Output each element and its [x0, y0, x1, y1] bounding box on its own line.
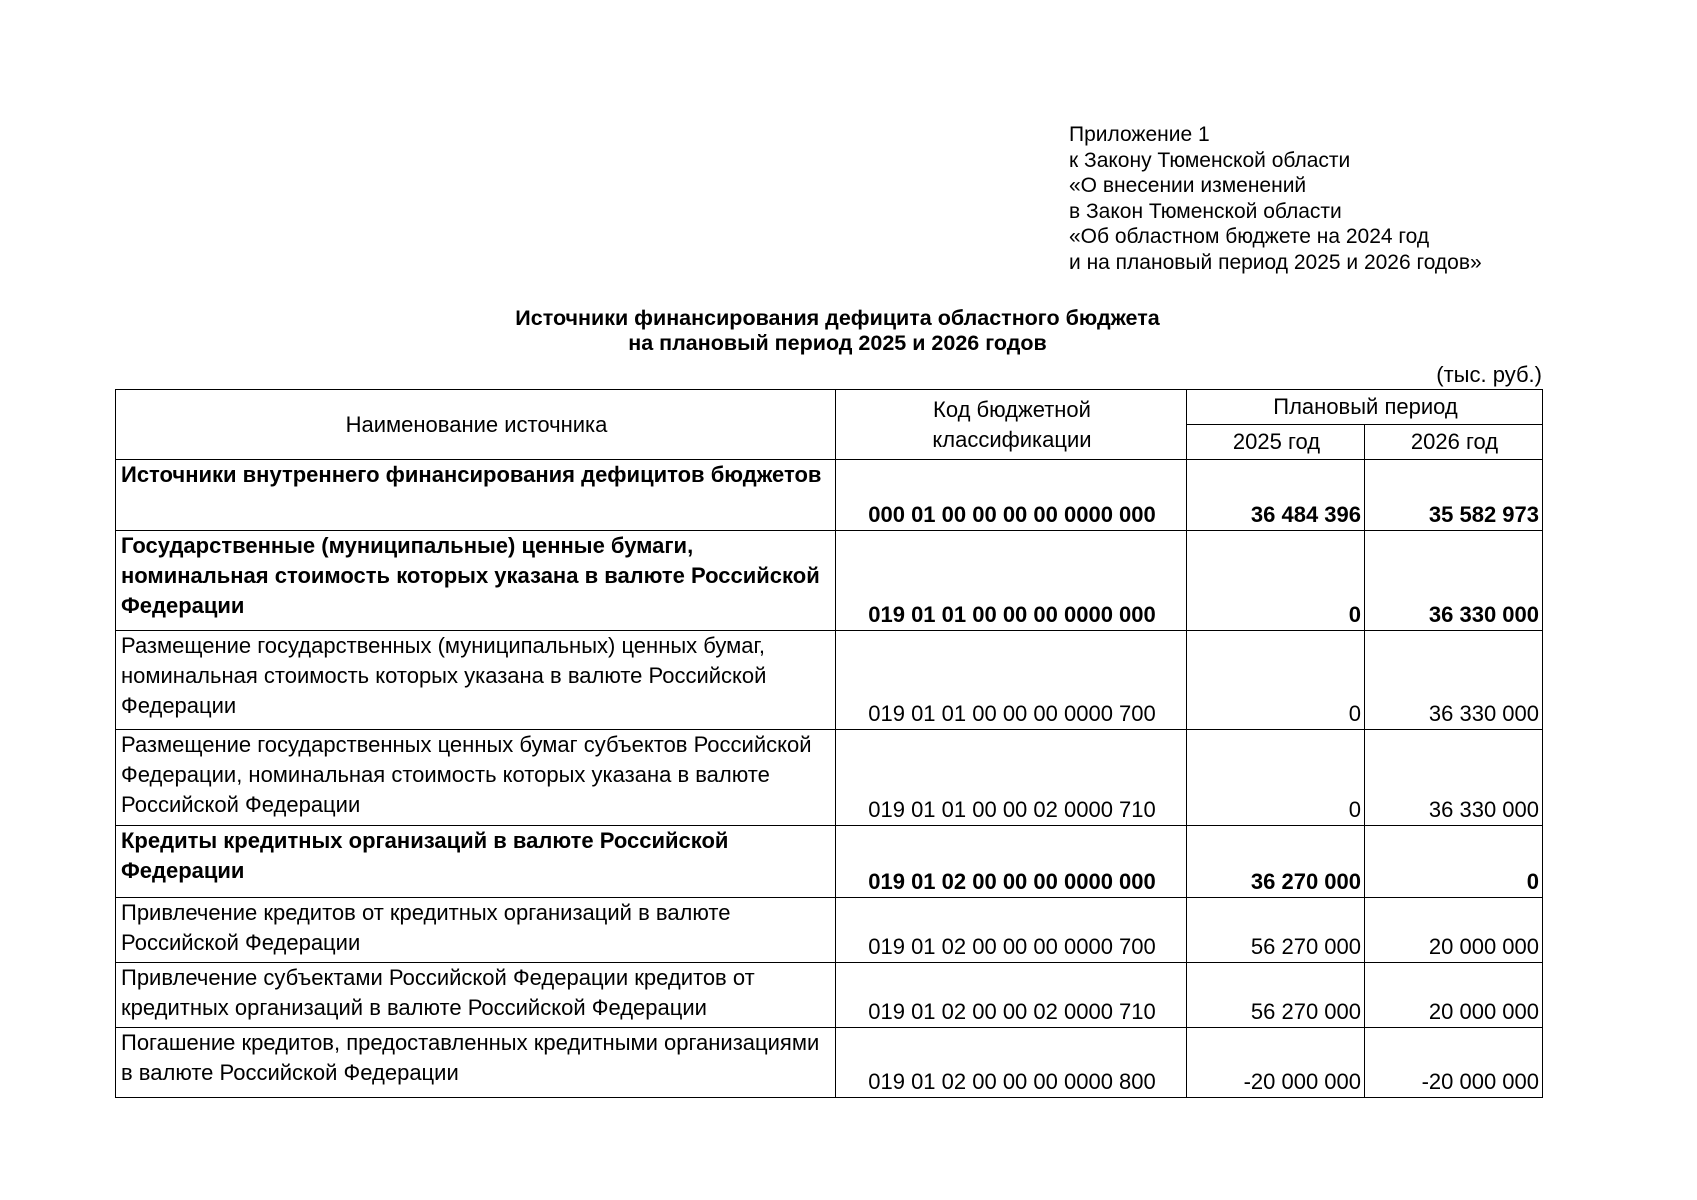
row-code: 019 01 02 00 00 00 0000 800	[836, 1028, 1187, 1098]
title-line-2: на плановый период 2025 и 2026 годов	[628, 331, 1047, 355]
row-name: Привлечение субъектами Российской Федерации кредитов от кредитных организаций в валюте Российской Федерации	[116, 963, 836, 1028]
row-code: 019 01 01 00 00 00 0000 000	[836, 531, 1187, 631]
title-line-1: Источники финансирования дефицита областного бюджета	[515, 306, 1160, 330]
row-value-2026: 0	[1365, 826, 1543, 898]
row-name: Погашение кредитов, предоставленных кредитными организациями в валюте Российской Федерации	[116, 1028, 836, 1098]
row-name: Государственные (муниципальные) ценные бумаги, номинальная стоимость которых указана в валюте Российской Федерации	[116, 531, 836, 631]
row-code: 019 01 02 00 00 00 0000 000	[836, 826, 1187, 898]
table-row	[116, 963, 1543, 1028]
row-value-2025: -20 000 000	[1187, 1028, 1365, 1098]
table-row	[116, 1028, 1543, 1098]
header-code-line-1: Код бюджетной	[933, 396, 1091, 422]
table-row	[116, 730, 1543, 826]
row-value-2026: 35 582 973	[1365, 460, 1543, 531]
header-year-2026: 2026 год	[1365, 425, 1543, 460]
table-row	[116, 826, 1543, 898]
row-value-2025: 56 270 000	[1187, 898, 1365, 963]
sources-table	[115, 389, 1543, 1098]
row-value-2025: 0	[1187, 531, 1365, 631]
row-code: 019 01 02 00 00 00 0000 700	[836, 898, 1187, 963]
row-value-2025: 56 270 000	[1187, 963, 1365, 1028]
units-label: (тыс. руб.)	[1436, 362, 1542, 387]
row-code: 000 01 00 00 00 00 0000 000	[836, 460, 1187, 531]
row-name: Источники внутреннего финансирования дефицитов бюджетов	[116, 460, 836, 531]
row-value-2026: 20 000 000	[1365, 898, 1543, 963]
row-value-2025: 0	[1187, 730, 1365, 826]
row-value-2026: 36 330 000	[1365, 531, 1543, 631]
row-code: 019 01 02 00 00 02 0000 710	[836, 963, 1187, 1028]
row-value-2026: -20 000 000	[1365, 1028, 1543, 1098]
annex-line: к Закону Тюменской области	[1069, 148, 1351, 172]
header-period: Плановый период	[1187, 390, 1543, 425]
row-value-2025: 0	[1187, 631, 1365, 730]
row-value-2026: 36 330 000	[1365, 631, 1543, 730]
header-code-line-2: классификации	[932, 426, 1092, 452]
row-name: Размещение государственных ценных бумаг субъектов Российской Федерации, номинальная стоимость которых указана в валюте Российской Федерации	[116, 730, 836, 826]
row-value-2026: 36 330 000	[1365, 730, 1543, 826]
annex-line: «Об областном бюджете на 2024 год	[1069, 225, 1430, 248]
table-row	[116, 460, 1543, 531]
annex-line: и на плановый период 2025 и 2026 годов»	[1069, 250, 1482, 274]
row-value-2026: 20 000 000	[1365, 963, 1543, 1028]
annex-line: «О внесении изменений	[1069, 174, 1307, 197]
table-row	[116, 631, 1543, 730]
row-code: 019 01 01 00 00 02 0000 710	[836, 730, 1187, 826]
header-row	[116, 390, 1543, 425]
table-row	[116, 531, 1543, 631]
row-value-2025: 36 270 000	[1187, 826, 1365, 898]
row-name: Размещение государственных (муниципальных) ценных бумаг, номинальная стоимость которых указана в валюте Российской Федерации	[116, 631, 836, 730]
annex-line: Приложение 1	[1069, 123, 1210, 146]
document-title	[0, 306, 1675, 356]
row-value-2025: 36 484 396	[1187, 460, 1365, 531]
row-name: Кредиты кредитных организаций в валюте Российской Федерации	[116, 826, 836, 898]
header-year-2025: 2025 год	[1187, 425, 1365, 460]
header-code	[836, 390, 1187, 460]
row-code: 019 01 01 00 00 00 0000 700	[836, 631, 1187, 730]
row-name: Привлечение кредитов от кредитных организаций в валюте Российской Федерации	[116, 898, 836, 963]
annex-line: в Закон Тюменской области	[1069, 199, 1342, 223]
annex-note	[1069, 122, 1482, 275]
table-row	[116, 898, 1543, 963]
header-name: Наименование источника	[116, 390, 836, 460]
